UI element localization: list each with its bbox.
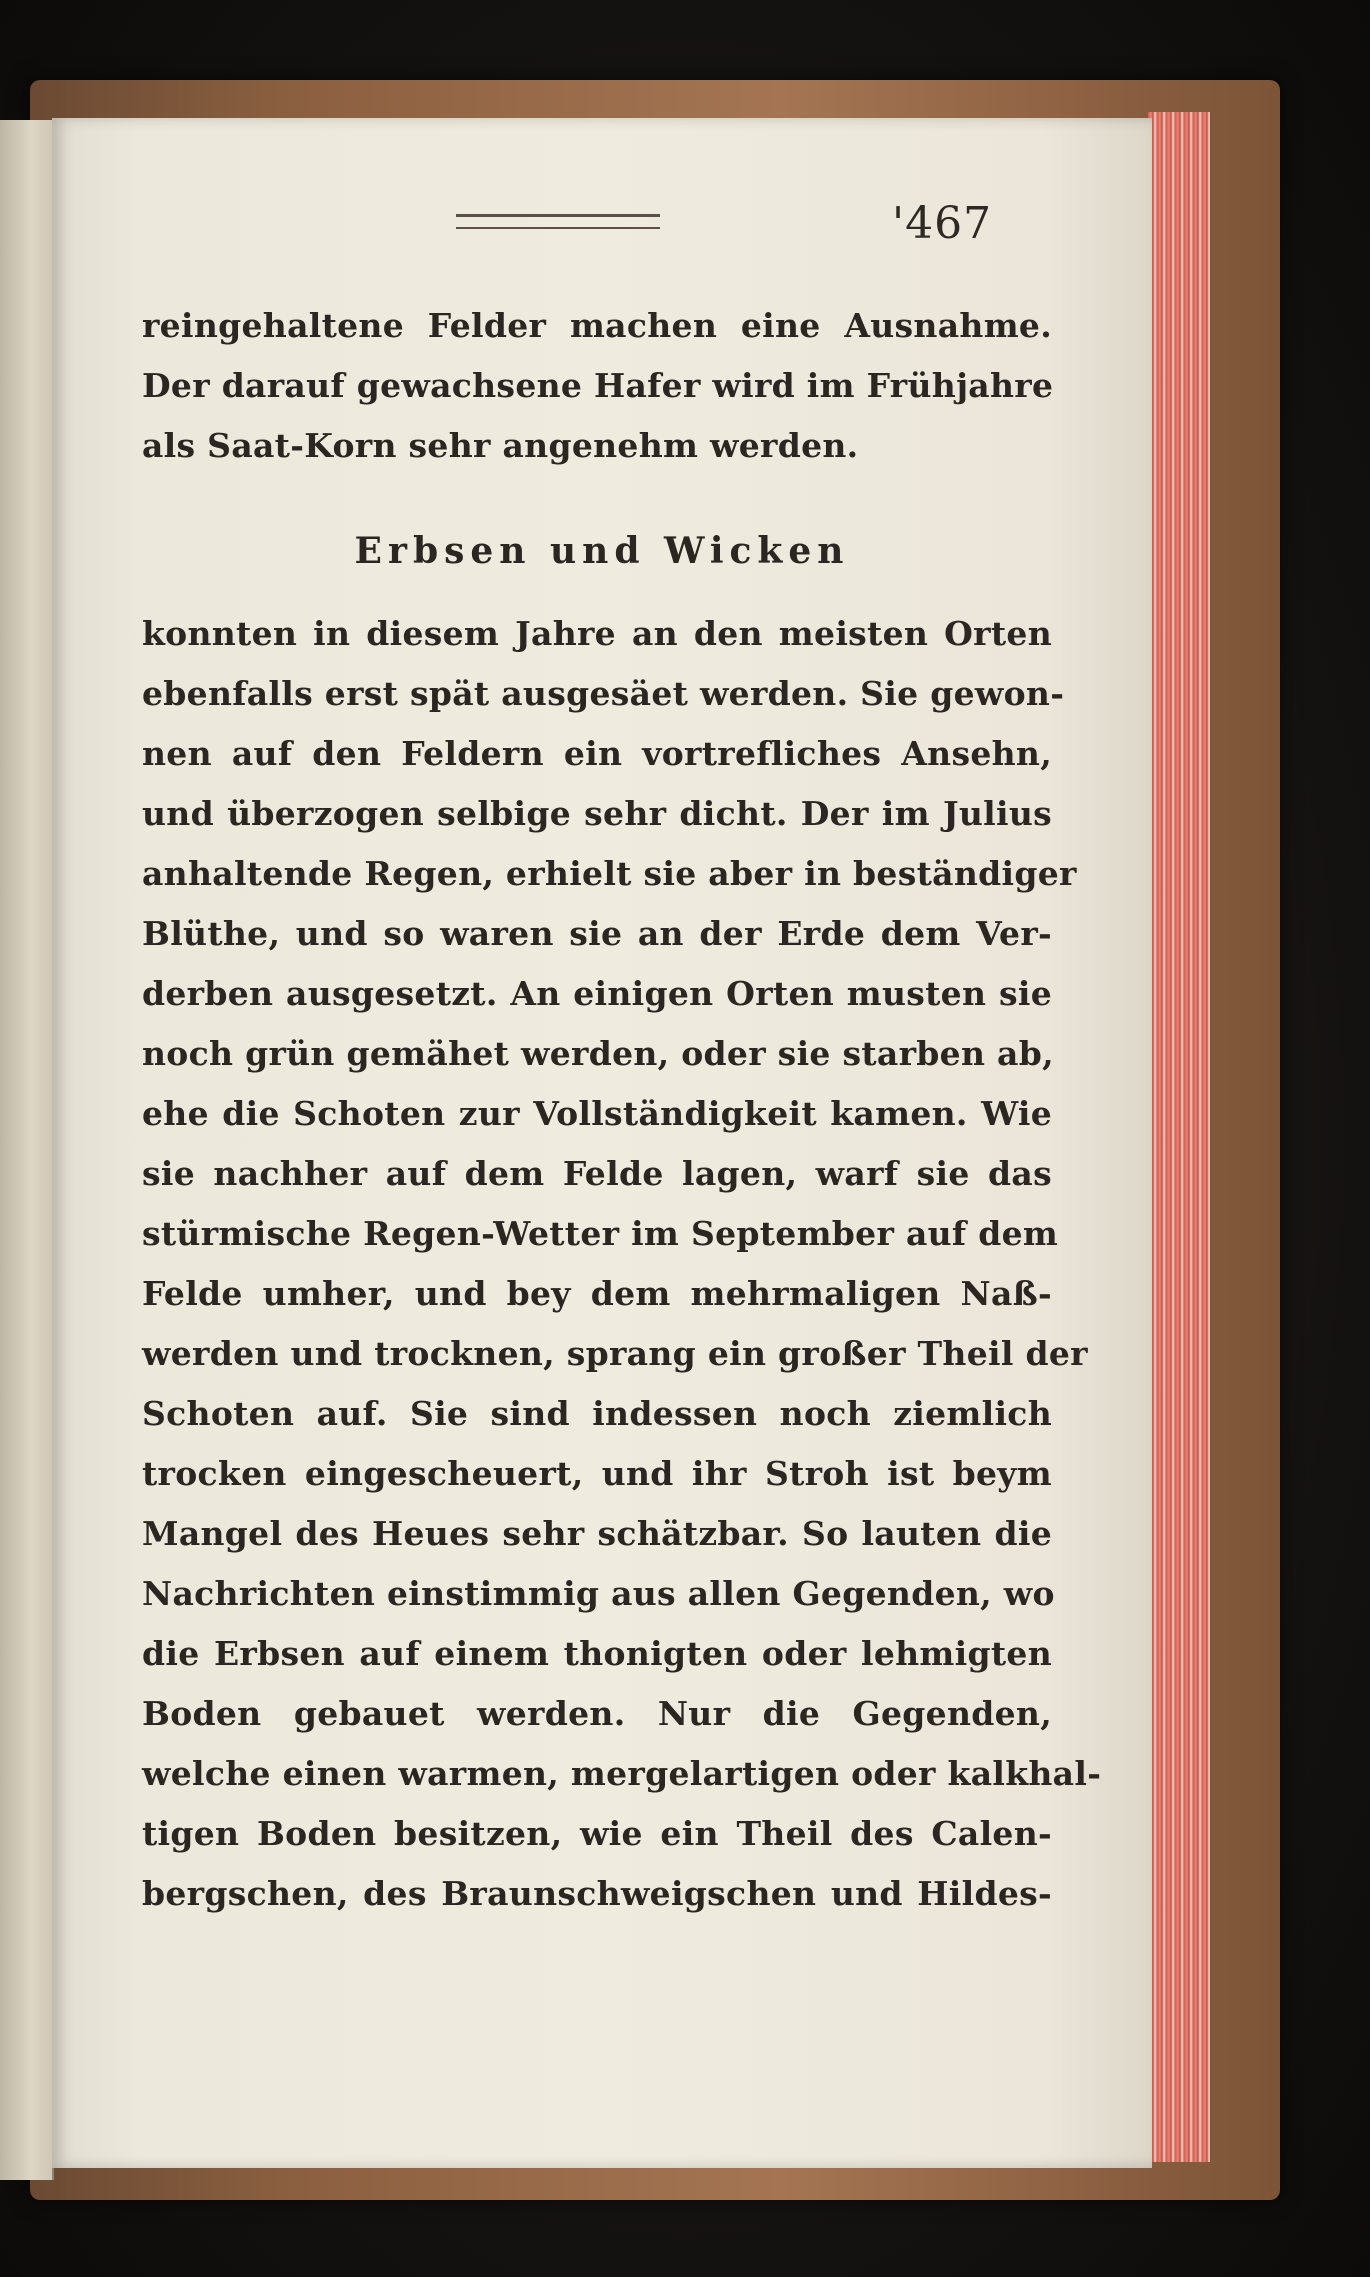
text-line: Blüthe, und so waren sie an der Erde dem Ver- [142,914,1052,953]
text-line: werden und trocknen, sprang ein großer Theil der [142,1334,1088,1373]
text-line: und überzogen selbige sehr dicht. Der im Julius [142,794,1052,833]
text-line: Nachrichten einstimmig aus allen Gegenden, wo [142,1574,1055,1613]
section-heading: Erbsen und Wicken [354,530,850,572]
text-line: Mangel des Heues sehr schätzbar. So lauten die [142,1514,1052,1553]
text-line: nen auf den Feldern ein vortrefliches Ansehn, [142,734,1052,773]
text-line: ebenfalls erst spät ausgesäet werden. Sie gewon- [142,674,1065,713]
text-line: trocken eingescheuert, und ihr Stroh ist beym [142,1454,1052,1493]
text-line: konnten in diesem Jahre an den meisten Orten [142,614,1052,653]
text-line: reingehaltene Felder machen eine Ausnahme. [142,306,1052,345]
text-line: derben ausgesetzt. An einigen Orten musten sie [142,974,1052,1013]
text-line: Felde umher, und bey dem mehrmaligen Naß- [142,1274,1052,1313]
text-line: tigen Boden besitzen, wie ein Theil des Calen- [142,1814,1052,1853]
text-line: anhaltende Regen, erhielt sie aber in beständiger [142,854,1077,893]
header-rule [456,214,660,229]
red-page-edges [1148,112,1210,2162]
text-line: als Saat-Korn sehr angenehm werden. [142,426,859,465]
left-page-edge [0,120,54,2180]
text-line: noch grün gemähet werden, oder sie starben ab, [142,1034,1054,1073]
book-page [52,118,1152,2168]
text-line: bergschen, des Braunschweigschen und Hildes- [142,1874,1052,1913]
text-line: ehe die Schoten zur Vollständigkeit kamen. Wie [142,1094,1052,1133]
text-line: welche einen warmen, mergelartigen oder kalkhal- [142,1754,1102,1793]
text-line: sie nachher auf dem Felde lagen, warf sie das [142,1154,1052,1193]
page-number: '467 [892,198,993,249]
text-line: die Erbsen auf einem thonigten oder lehmigten [142,1634,1052,1673]
text-line: stürmische Regen-Wetter im September auf dem [142,1214,1059,1253]
text-line: Boden gebauet werden. Nur die Gegenden, [142,1694,1052,1733]
text-line: Schoten auf. Sie sind indessen noch ziemlich [142,1394,1052,1433]
text-line: Der darauf gewachsene Hafer wird im Frühjahre [142,366,1054,405]
